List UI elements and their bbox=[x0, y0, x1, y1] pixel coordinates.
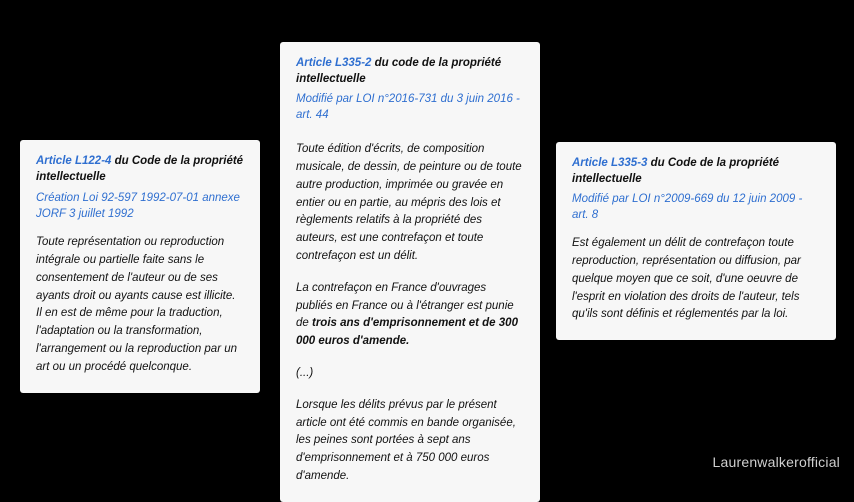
article-link[interactable]: Article L122-4 bbox=[36, 155, 112, 167]
article-paragraph: Toute représentation ou reproduction intégrale ou partielle faite sans le consentement de l'auteur ou de ses ayants droit ou ayants cause est illicite. Il en est de même pour la traduction, l'adaptation ou la transformation, l'arrangement ou la reproduction par un art ou un procédé quelconque. bbox=[36, 236, 238, 373]
article-paragraph-aggravated: Lorsque les délits prévus par le présent article ont été commis en bande organisée, les peines sont portées à sept ans d'emprisonnement et à 750 000 euros d'amende. bbox=[296, 398, 516, 483]
article-reference bbox=[296, 56, 524, 87]
legal-card-l122-4 bbox=[20, 140, 260, 393]
article-link[interactable]: Article L335-2 bbox=[296, 57, 372, 69]
article-paragraph-ellipsis: (...) bbox=[296, 367, 314, 379]
article-reference bbox=[36, 154, 244, 185]
article-reference bbox=[572, 156, 820, 187]
article-meta: Création Loi 92-597 1992-07-01 annexe JORF 3 juillet 1992 bbox=[36, 192, 240, 220]
watermark-label: Laurenwalkerofficial bbox=[712, 454, 840, 470]
article-paragraph-penalty bbox=[296, 280, 524, 351]
article-reference-rest: du Code de la propriété intellectuelle bbox=[572, 157, 780, 185]
article-reference-rest: du Code de la propriété intellectuelle bbox=[36, 155, 244, 183]
article-paragraph: Est également un délit de contrefaçon toute reproduction, représentation ou diffusion, par quelque moyen que ce soit, d'une oeuvre de l'esprit en violation des droits de l'auteur, tels qu'ils sont définis et réglementés par la loi. bbox=[572, 237, 801, 321]
legal-card-l335-3 bbox=[556, 142, 836, 340]
article-meta: Modifié par LOI n°2009-669 du 12 juin 2009 - art. 8 bbox=[572, 193, 803, 221]
penalty-text-bold: trois ans d'emprisonnement et de 300 000 euros d'amende. bbox=[296, 317, 518, 348]
article-meta: Modifié par LOI n°2016-731 du 3 juin 2016 - art. 44 bbox=[296, 93, 520, 121]
article-link[interactable]: Article L335-3 bbox=[572, 157, 648, 169]
penalty-text-lead: La contrefaçon en France d'ouvrages publiés en France ou à l'étranger est punie de bbox=[296, 281, 514, 330]
article-paragraph: Toute édition d'écrits, de composition musicale, de dessin, de peinture ou de toute autre production, imprimée ou gravée en entier ou en partie, au mépris des lois et règlements relatifs à la propriété des auteurs, est une contrefaçon et toute contrefaçon est un délit. bbox=[296, 143, 522, 262]
article-reference-rest: du code de la propriété intellectuelle bbox=[296, 57, 502, 85]
legal-card-l335-2 bbox=[280, 42, 540, 502]
